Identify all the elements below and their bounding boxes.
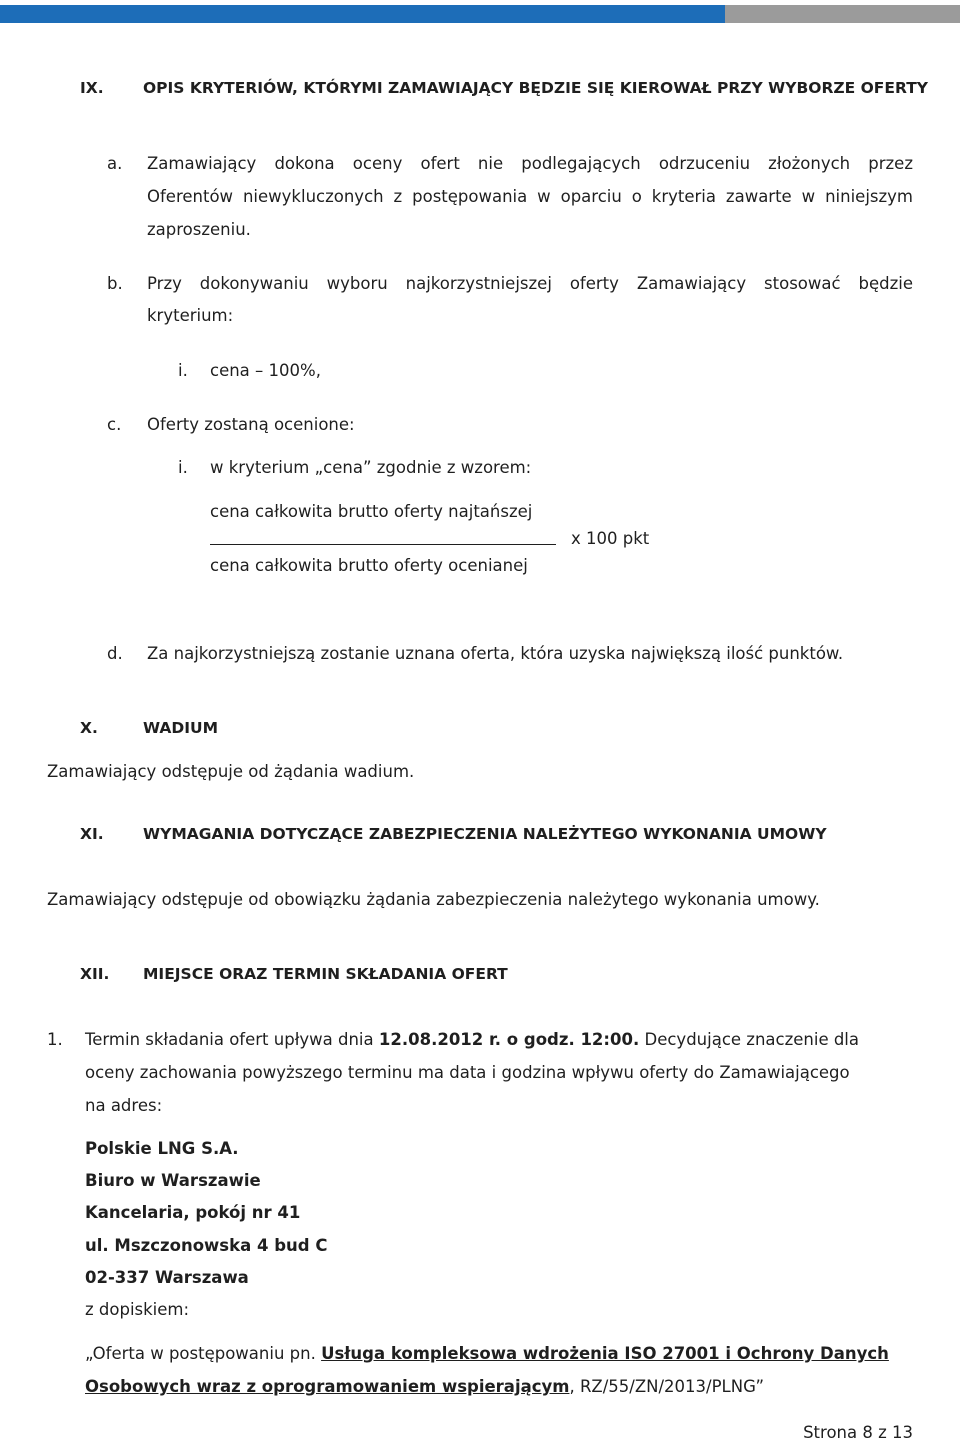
deadline-date: 12.08.2012 r. o godz. 12:00. xyxy=(378,1030,640,1049)
address-room: Kancelaria, pokój nr 41 xyxy=(85,1203,301,1222)
section-x-title: WADIUM xyxy=(143,719,219,737)
page-number: Strona 8 z 13 xyxy=(803,1423,913,1442)
item-c-i-marker: i. xyxy=(178,458,188,477)
quote-line2 xyxy=(85,1377,764,1396)
point-1-text-a: Termin składania ofert upływa dnia xyxy=(85,1030,379,1049)
section-ix-title: OPIS KRYTERIÓW, KTÓRYMI ZAMAWIAJĄCY BĘDZIE SIĘ KIEROWAŁ PRZY WYBORZE OFERTY xyxy=(143,79,928,97)
section-xi-title: WYMAGANIA DOTYCZĄCE ZABEZPIECZENIA NALEŻYTEGO WYKONANIA UMOWY xyxy=(143,825,827,843)
section-ix-number: IX. xyxy=(80,79,104,97)
item-c-marker: c. xyxy=(107,415,122,434)
item-a-line2: Oferentów niewykluczonych z postępowania w oparciu o kryteria zawarte w niniejszym xyxy=(147,187,913,206)
section-x-text: Zamawiający odstępuje od żądania wadium. xyxy=(47,762,415,781)
item-b-line2: kryterium: xyxy=(147,306,234,325)
formula-numerator: cena całkowita brutto oferty najtańszej xyxy=(210,502,533,521)
point-1-text-b: Decydujące znaczenie dla xyxy=(639,1030,860,1049)
formula-fraction-line xyxy=(210,544,556,545)
quote-title-part2: Osobowych wraz z oprogramowaniem wspierającym xyxy=(85,1377,570,1396)
point-1-marker: 1. xyxy=(47,1030,63,1049)
section-xii-title: MIEJSCE ORAZ TERMIN SKŁADANIA OFERT xyxy=(143,965,508,983)
point-1-line3: na adres: xyxy=(85,1096,163,1115)
item-d-text: Za najkorzystniejszą zostanie uznana oferta, która uzyska największą ilość punktów. xyxy=(147,644,844,663)
quote-open: „Oferta w postępowaniu pn. xyxy=(85,1344,322,1363)
point-1-line2: oceny zachowania powyższego terminu ma data i godzina wpływu oferty do Zamawiającego xyxy=(85,1063,850,1082)
section-x-number: X. xyxy=(80,719,98,737)
address-office: Biuro w Warszawie xyxy=(85,1171,261,1190)
item-a-marker: a. xyxy=(107,154,123,173)
header-bar-grey xyxy=(725,5,960,23)
item-d-marker: d. xyxy=(107,644,123,663)
section-xi-number: XI. xyxy=(80,825,104,843)
quote-line1 xyxy=(85,1344,889,1363)
formula-denominator: cena całkowita brutto oferty ocenianej xyxy=(210,556,528,575)
item-a-line3: zaproszeniu. xyxy=(147,220,251,239)
item-b-marker: b. xyxy=(107,274,123,293)
section-xii-number: XII. xyxy=(80,965,110,983)
quote-close: , RZ/55/ZN/2013/PLNG” xyxy=(569,1377,765,1396)
quote-title-part1: Usługa kompleksowa wdrożenia ISO 27001 i Ochrony Danych xyxy=(321,1344,889,1363)
item-b-line1: Przy dokonywaniu wyboru najkorzystniejszej oferty Zamawiający stosować będzie xyxy=(147,274,913,293)
item-b-i-text: cena – 100%, xyxy=(210,361,321,380)
item-b-i-marker: i. xyxy=(178,361,188,380)
section-xi-text: Zamawiający odstępuje od obowiązku żądania zabezpieczenia należytego wykonania umowy. xyxy=(47,890,820,909)
header-bar-blue xyxy=(0,5,725,23)
item-c-i-text: w kryterium „cena” zgodnie z wzorem: xyxy=(210,458,532,477)
item-c-text: Oferty zostaną ocenione: xyxy=(147,415,355,434)
address-company: Polskie LNG S.A. xyxy=(85,1139,239,1158)
formula-factor: x 100 pkt xyxy=(571,529,650,548)
header-bar xyxy=(0,5,960,23)
item-a-line1: Zamawiający dokona oceny ofert nie podlegających odrzuceniu złożonych przez xyxy=(147,154,913,173)
point-1-line1 xyxy=(85,1030,859,1049)
address-street: ul. Mszczonowska 4 bud C xyxy=(85,1236,328,1255)
note-label: z dopiskiem: xyxy=(85,1300,190,1319)
address-city: 02-337 Warszawa xyxy=(85,1268,249,1287)
